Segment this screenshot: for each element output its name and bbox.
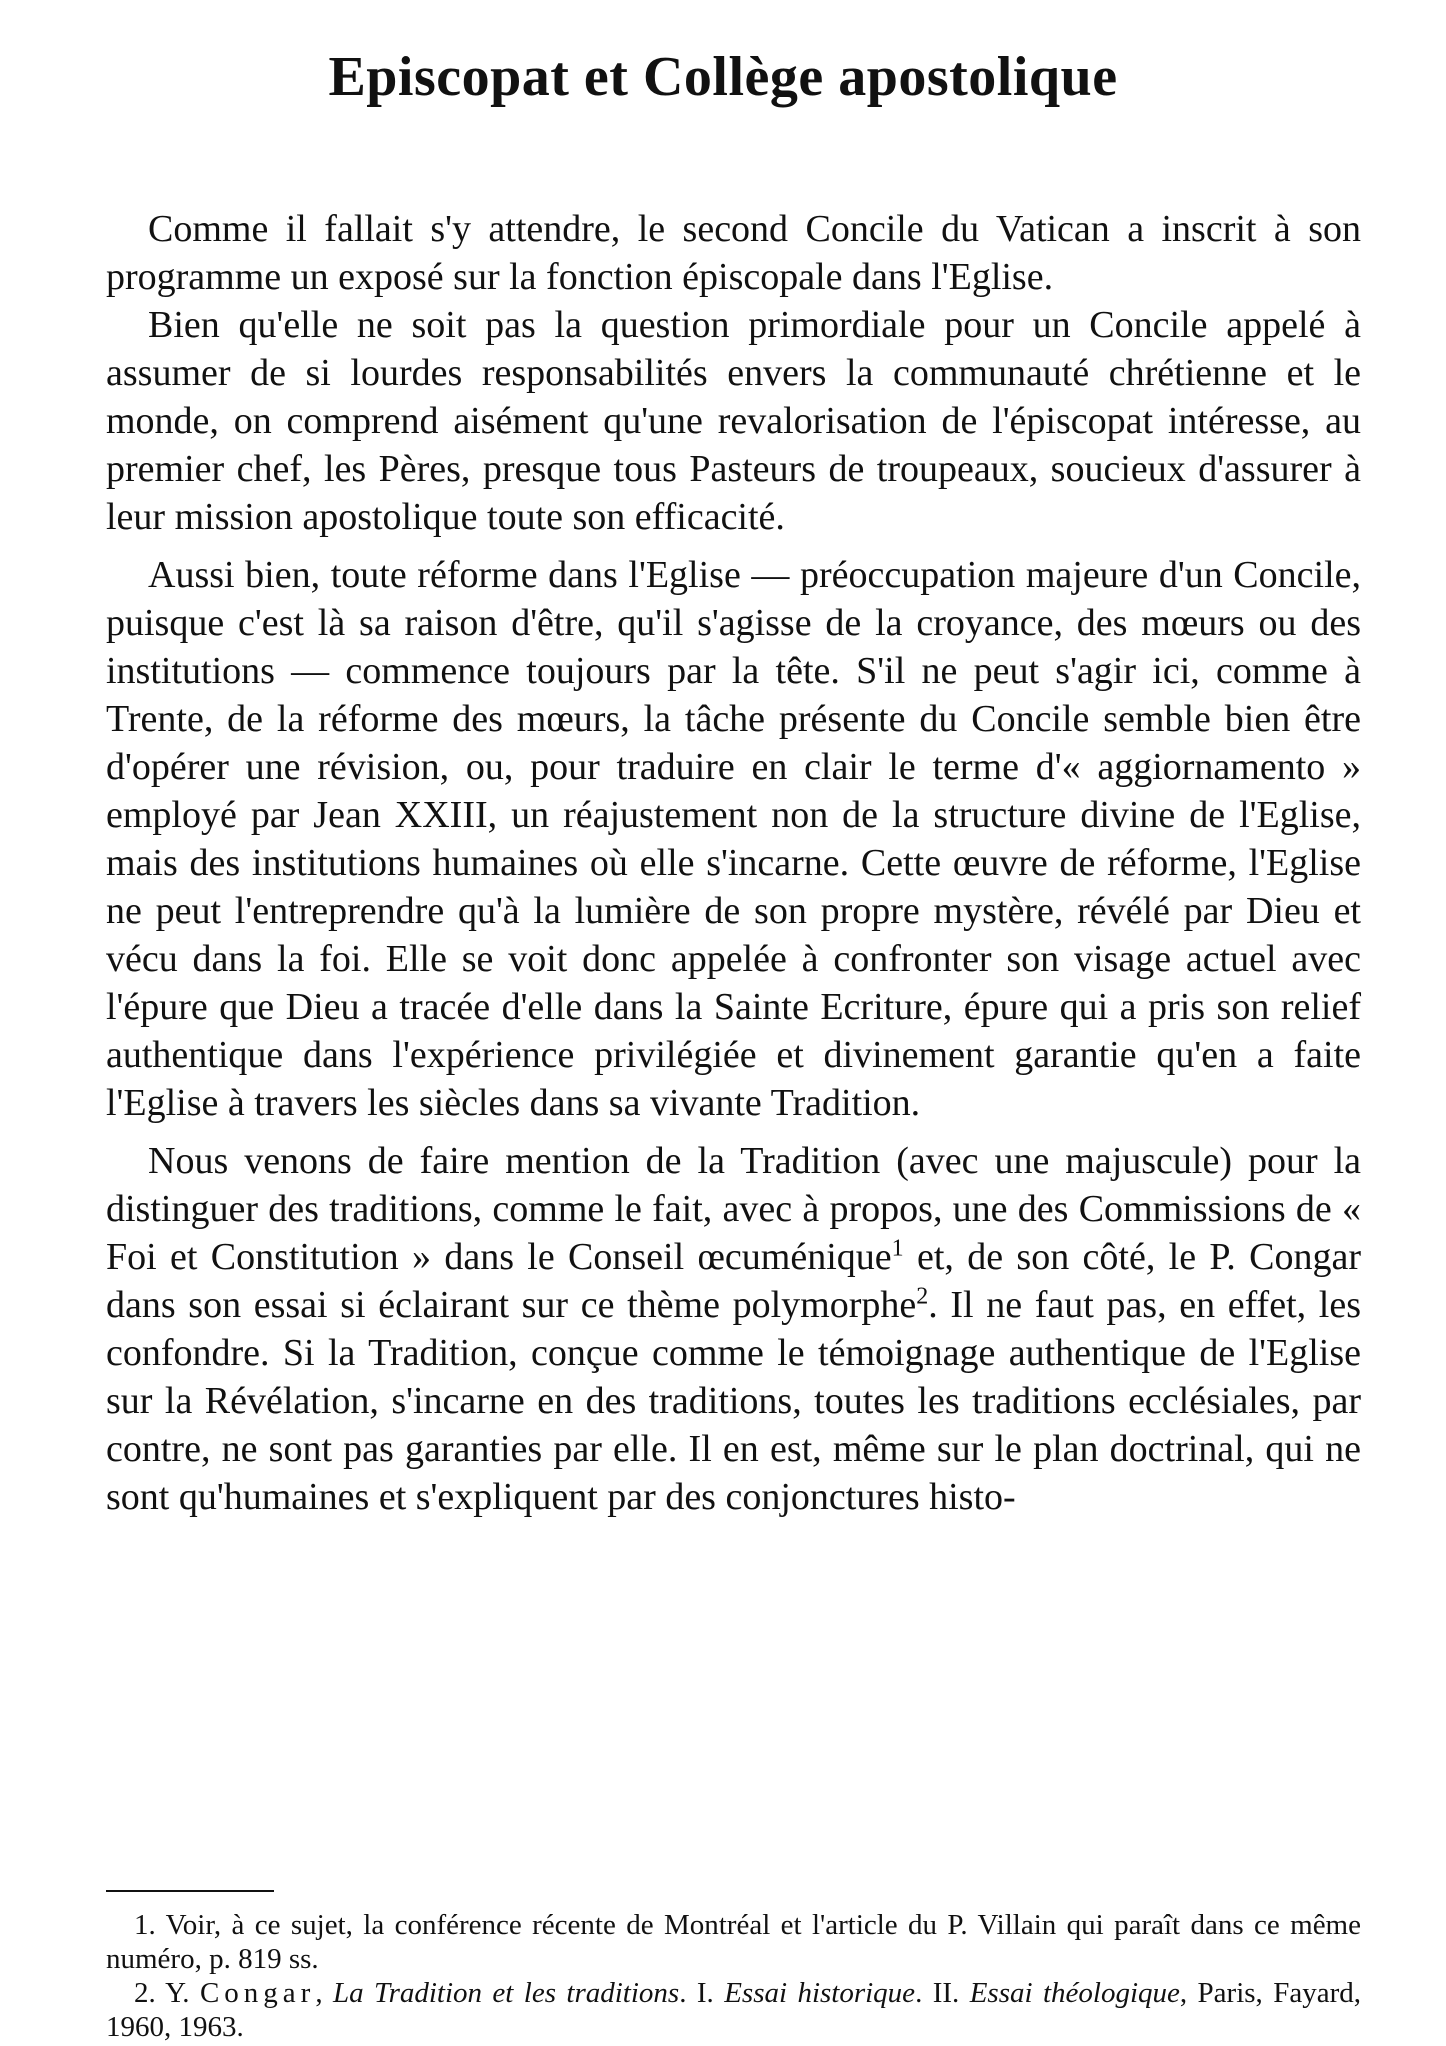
footnote-2-volume-1: Essai historique xyxy=(724,1977,916,2009)
body-text xyxy=(106,205,1361,1521)
footnote-2-mid-2: . II. xyxy=(915,1977,970,2009)
footnote-2-publication: , Paris, Fayard, 1960, 1963. xyxy=(106,1977,1361,2043)
footnote-1: 1. Voir, à ce sujet, la conférence récente de Montréal et l'article du P. Villain qui paraît dans ce même numéro, p. 819 ss. xyxy=(106,1909,1361,1975)
footnote-ref-1: 1 xyxy=(891,1235,904,1262)
paragraph-4 xyxy=(106,1137,1361,1521)
footnotes xyxy=(106,1908,1361,2044)
page-title: Episcopat et Collège apostolique xyxy=(328,46,1118,108)
footnote-2-sep: , xyxy=(315,1977,333,2009)
footnote-divider xyxy=(106,1890,274,1892)
paragraph-1: Comme il fallait s'y attendre, le second Concile du Vatican a inscrit à son programme un exposé sur la fonction épiscopale dans l'Eglise. xyxy=(106,208,1361,298)
footnote-2-work-title: La Tradition et les traditions xyxy=(333,1977,680,2009)
paragraph-2: Bien qu'elle ne soit pas la question primordiale pour un Concile appelé à assumer de si lourdes responsabilités envers la communauté chrétienne et le monde, on comprend aisément qu'une revalorisation de l'épiscopat intéresse, au premier chef, les Pères, presque tous Pasteurs de troupeaux, soucieux d'assurer à leur mission apostolique toute son efficacité. xyxy=(106,304,1361,538)
footnote-2-volume-2: Essai théologique xyxy=(969,1977,1180,2009)
paragraph-3: Aussi bien, toute réforme dans l'Eglise — préoccupation majeure d'un Concile, puisque c'est là sa raison d'être, qu'il s'agisse de la croyance, des mœurs ou des institutions — commence toujours par la tête. S'il ne peut s'agir ici, comme à Trente, de la réforme des mœurs, la tâche présente du Concile semble bien être d'opérer une révision, ou, pour traduire en clair le terme d'« aggiornamento » employé par Jean XXIII, un réajustement non de la structure divine de l'Eglise, mais des institutions humaines où elle s'incarne. Cette œuvre de réforme, l'Eglise ne peut l'entreprendre qu'à la lumière de son propre mystère, révélé par Dieu et vécu dans la foi. Elle se voit donc appelée à confronter son visage actuel avec l'épure que Dieu a tracée d'elle dans la Sainte Ecriture, épure qui a pris son relief authentique dans l'expérience privilégiée et divinement garantie qu'en a faite l'Eglise à travers les siècles dans sa vivante Tradition. xyxy=(106,554,1361,1124)
footnote-2-number: 2. Y. xyxy=(134,1977,200,2009)
footnote-2 xyxy=(106,1976,1361,2044)
footnote-2-author: Congar xyxy=(199,1977,316,2009)
paragraph-4-part-2: et, de son côté, le P. Congar dans son essai si éclairant sur ce thème polymorphe xyxy=(106,1236,1361,1326)
paragraph-4-part-1: Nous venons de faire mention de la Tradition (avec une majuscule) pour la distinguer des traditions, comme le fait, avec à propos, une des Commissions de « Foi et Constitution » dans le Conseil œcuménique xyxy=(106,1140,1361,1278)
paragraph-4-part-3: . Il ne faut pas, en effet, les confondre. Si la Tradition, conçue comme le témoignage authentique de l'Eglise sur la Révélation, s'incarne en des traditions, toutes les traditions ecclésiales, par contre, ne sont pas garanties par elle. Il en est, même sur le plan doctrinal, qui ne sont qu'humaines et s'expliquent par des conjonctures histo- xyxy=(106,1284,1361,1518)
footnote-ref-2: 2 xyxy=(916,1283,929,1310)
footnote-2-mid: . I. xyxy=(679,1977,725,2009)
